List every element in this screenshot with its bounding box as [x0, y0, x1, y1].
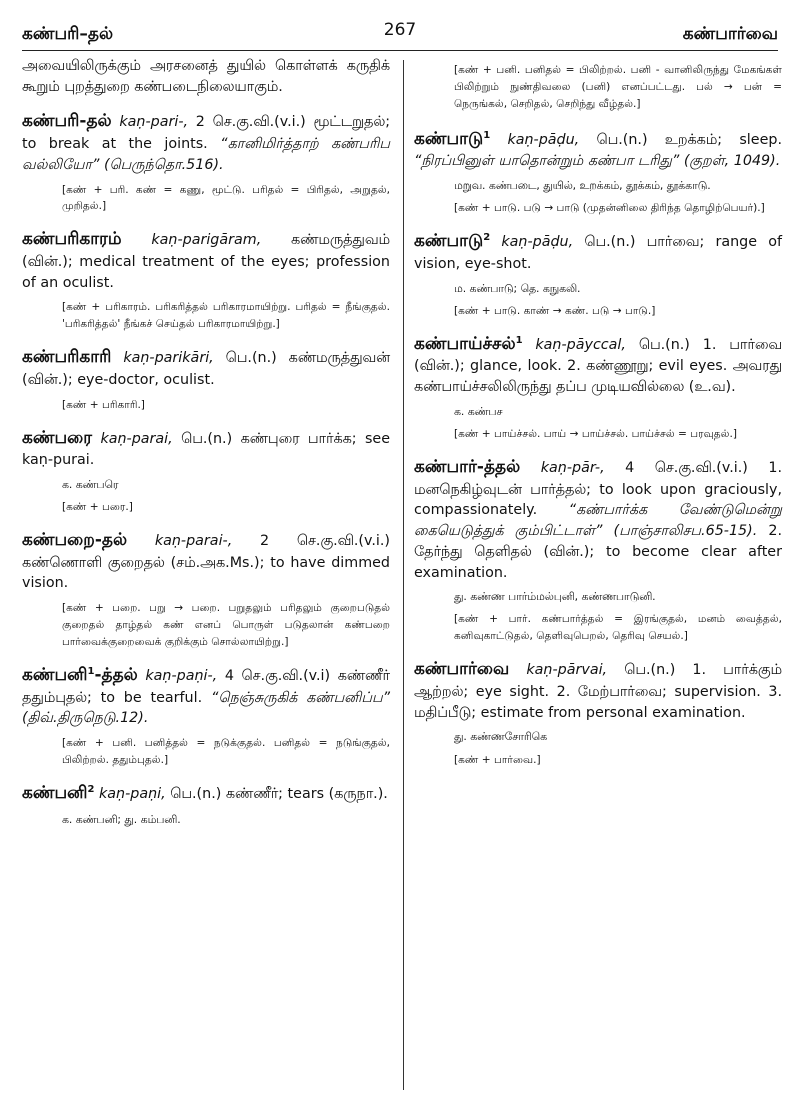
entry-definition-line [414, 229, 782, 274]
grammar-label: பெ.(n.) [638, 336, 690, 353]
entry-definition-line [22, 109, 390, 175]
cognates-line: ம. கண்பாடு; தெ. கநுகலி. [454, 281, 581, 295]
definition-text: உறக்கம்; sleep. [664, 131, 782, 148]
headword: கண்பாய்ச்சல் [414, 333, 516, 354]
dictionary-entry [22, 528, 390, 651]
headword: கண்பாடு [414, 231, 484, 252]
definition-text: கண்மருத்துவன் (வின்.); eye-doctor, oculist. [22, 350, 391, 388]
grammar-label: பெ.(n.) [624, 662, 676, 679]
definition-text: கண்ணீர் ததும்புதல்; to be tearful. [22, 668, 391, 706]
transliteration: kaṇ-pāḍu, [501, 234, 574, 251]
definition-text: கண்ணீர்; tears (கருநா.). [225, 785, 388, 802]
etymology-note: [கண் + பார்வை.] [454, 753, 541, 766]
entry-definition-line [22, 663, 390, 729]
cognates-line: க. கண்பரெ [62, 478, 119, 491]
cognates-line: க. கண்பச [454, 404, 503, 418]
grammar-label: பெ.(n.) [596, 131, 648, 148]
etymology-note: [கண் + பாடு. படு → பாடு (முதன்னிலை திரிந்த தொழிற்பெயர்).] [454, 202, 765, 215]
header-rule [22, 50, 778, 51]
example-quote: “நிரப்பினுள் யாதொன்றும் கண்பா டரிது” (குறள், 1049). [414, 153, 781, 170]
definition-text: 1. பார்வை (வின்.); glance, look. 2. கண்ணூறு; evil eyes. அவரது கண்பாய்ச்சலிலிருந்து தப்ப முடியவில்லை (உ.வ). [414, 336, 783, 396]
homonym-number: 1 [87, 666, 95, 678]
headword: கண்பரை [22, 427, 93, 448]
etymology-note: [கண் + பரை.] [62, 501, 133, 514]
dictionary-entry [22, 426, 390, 516]
entry-definition-line [22, 781, 390, 806]
transliteration: kaṇ-parigāram, [151, 232, 262, 249]
dictionary-entry [22, 109, 390, 215]
etymology-note: [கண் + பரி. கண் = கணு, மூட்டு. பரிதல் = பிரிதல், அறுதல், முறிதல்.] [62, 183, 390, 213]
etymology-note: [கண் + பார். கண்பார்த்தல் = இரங்குதல், மனம் வைத்தல், கனிவுகாட்டுதல், தெளிவுபெறல், தெரிவு செயல்.] [454, 613, 782, 643]
homonym-number: 2 [87, 784, 95, 796]
transliteration: kaṇ-pari-, [119, 114, 189, 131]
headword: கண்பாடு [414, 128, 484, 149]
homonym-number: 1 [483, 130, 491, 142]
transliteration: kaṇ-paṇi, [99, 785, 166, 802]
transliteration: kaṇ-pārvai, [526, 662, 608, 679]
definition-text-2: 2. தேர்ந்து தெளிதல் (வின்.); to become clear after examination. [414, 523, 783, 581]
transliteration: kaṇ-pāyccal, [535, 336, 626, 353]
entry-definition-line [22, 528, 390, 594]
grammar-label: 4 செ.கு.வி.(v.i.) [625, 459, 748, 476]
transliteration: kaṇ-pāḍu, [507, 131, 580, 148]
dictionary-entry [414, 657, 782, 768]
dictionary-entry [414, 455, 782, 645]
headword: கண்பறை-தல் [22, 530, 128, 551]
dictionary-entry [22, 781, 390, 828]
transliteration: kaṇ-parai-, [154, 533, 233, 550]
page-number: 267 [383, 20, 417, 40]
definition-text: மூட்டறுதல்; to break at the joints. [22, 114, 391, 153]
definition-text: கண்மருத்துவம் (வின்.); medical treatment of the eyes; profession of an oculist. [22, 232, 391, 291]
entry-definition-line [22, 345, 390, 390]
homonym-number: 1 [515, 335, 523, 347]
homonym-number: 2 [483, 232, 491, 244]
grammar-label: பெ.(n.) [181, 430, 233, 447]
entry-definition-line [22, 227, 390, 293]
headword: கண்பனி [22, 782, 88, 803]
definition-text: பார்வை; range of vision, eye-shot. [414, 234, 783, 272]
grammar-label: 2 செ.கு.வி.(v.i.) [195, 114, 306, 131]
continuation-note: [கண் + பனி. பனிதல் = பிலிற்றல். பனி - வானிலிருந்து மேகங்கள் பிலிற்றும் நுண்திவலை (பனி) எனப்பட்டது. பல் → பன் = நெருங்கல், செறிதல், செறிந்து வீழ்தல்.] [454, 64, 782, 110]
dictionary-entry [414, 332, 782, 443]
transliteration: kaṇ-pār-, [540, 459, 605, 476]
entry-definition-line [22, 426, 390, 471]
left-entries [22, 109, 390, 827]
definition-text: 1. பார்க்கும் ஆற்றல்; eye sight. 2. மேற்பார்வை; supervision. 3. மதிப்பீடு; estimate from personal examination. [414, 662, 782, 721]
cognates-line: து. கண்ண பார்ம்மல்புனி, கண்ணபாடுனி. [454, 590, 656, 604]
entry-definition-line [414, 127, 782, 172]
headword-suffix: -த்தல் [94, 665, 138, 686]
example-quote: “கண்பார்க்க வேண்டுமென்று கையெடுத்துக் கும்பிட்டாள்” (பாஞ்சாலிசப.65-15). [414, 502, 782, 540]
continuation-text: அவையிலிருக்கும் அரசனைத் துயில் கொள்ளக் கருதிக் கூறும் புறத்துறை கண்படைநிலையாகும். [22, 58, 390, 95]
cognates-line: க. கண்பனி; து. கம்பனி. [62, 812, 181, 826]
headword: கண்பரிகாரி [22, 347, 112, 368]
definition-text: 1. மனநெகிழ்வுடன் பார்த்தல்; to look upon graciously, compassionately. [414, 459, 783, 519]
grammar-label: பெ.(n.) [584, 234, 636, 251]
headword: கண்பார்-த்தல் [414, 456, 521, 477]
example-quote: “கானிமிர்த்தாற் கண்பரிப வல்லியோ” (பெருந்தொ.516). [22, 136, 391, 173]
definition-text: கண்ணொளி குறைதல் (சம்.அக.Ms.); to have dimmed vision. [22, 554, 390, 592]
entry-definition-line [414, 455, 782, 583]
transliteration: kaṇ-parikāri, [123, 350, 214, 367]
column-divider [403, 60, 404, 1090]
grammar-label: 2 செ.கு.வி.(v.i.) [260, 533, 391, 550]
headword: கண்பார்வை [414, 659, 510, 680]
headword: கண்பரி-தல் [22, 111, 112, 132]
right-column [414, 56, 782, 780]
cognates-line: து. கண்ணசோரிகெ [454, 730, 547, 744]
etymology-note: [கண் + பாய்ச்சல். பாய் → பாய்ச்சல். பாய்ச்சல் = பரவுதல்.] [454, 428, 737, 441]
etymology-note: [கண் + பறை. பறு → பறை. பறுதலும் பரிதலும் குறைபடுதல் குறைதல் தாழ்தல் கண் எனப் பொருள் படுதலான் கண்பறை பார்வைக்குறைவைக் குறிக்கும் சொல்லாயிற்று.] [62, 602, 390, 649]
guide-word-left: கண்பரி–தல் [22, 24, 114, 44]
right-entries [414, 127, 782, 769]
dictionary-entry [22, 227, 390, 333]
entry-definition-line [414, 657, 782, 723]
definition-text: கண்புரை பார்க்க; see kaṇ-purai. [22, 430, 391, 469]
transliteration: kaṇ-parai, [100, 430, 173, 447]
example-quote: “நெஞ்சுருகிக் கண்பனிப்ப” (திவ்.திருநெடு.12). [22, 689, 390, 727]
dictionary-entry [414, 127, 782, 217]
grammar-label: பெ.(n.) [225, 350, 277, 367]
dictionary-entry [414, 229, 782, 319]
grammar-label: 4 செ.கு.வி.(v.i) [224, 668, 331, 685]
etymology-note: [கண் + பரிகாரி.] [62, 398, 145, 411]
grammar-label: பெ.(n.) [170, 785, 222, 802]
headword: கண்பனி [22, 665, 88, 686]
left-column [22, 56, 390, 840]
guide-word-right: கண்பார்வை [682, 24, 778, 44]
etymology-note: [கண் + பாடு. காண் → கண். படு → பாடு.] [454, 304, 656, 317]
dictionary-entry [22, 663, 390, 769]
etymology-note: [கண் + பனி. பனித்தல் = நடுக்குதல். பனிதல் = நடுங்குதல், பிலிற்றல். ததும்புதல்.] [62, 737, 390, 767]
etymology-note: [கண் + பரிகாரம். பரிகரித்தல் பரிகாரமாயிற்று. பரிதல் = நீங்குதல். 'பரிகரித்தல்' நீங்கச் செய்தல் பரிகாரமாயிற்று.] [62, 301, 390, 331]
headword: கண்பரிகாரம் [22, 229, 122, 250]
transliteration: kaṇ-paṇi-, [145, 668, 218, 685]
entry-definition-line [414, 332, 782, 398]
cognates-line: மறுவ. கண்படை, துயில், உறக்கம், தூக்கம், தூக்காடு. [454, 179, 711, 193]
dictionary-entry [22, 345, 390, 413]
page-header [22, 14, 778, 50]
